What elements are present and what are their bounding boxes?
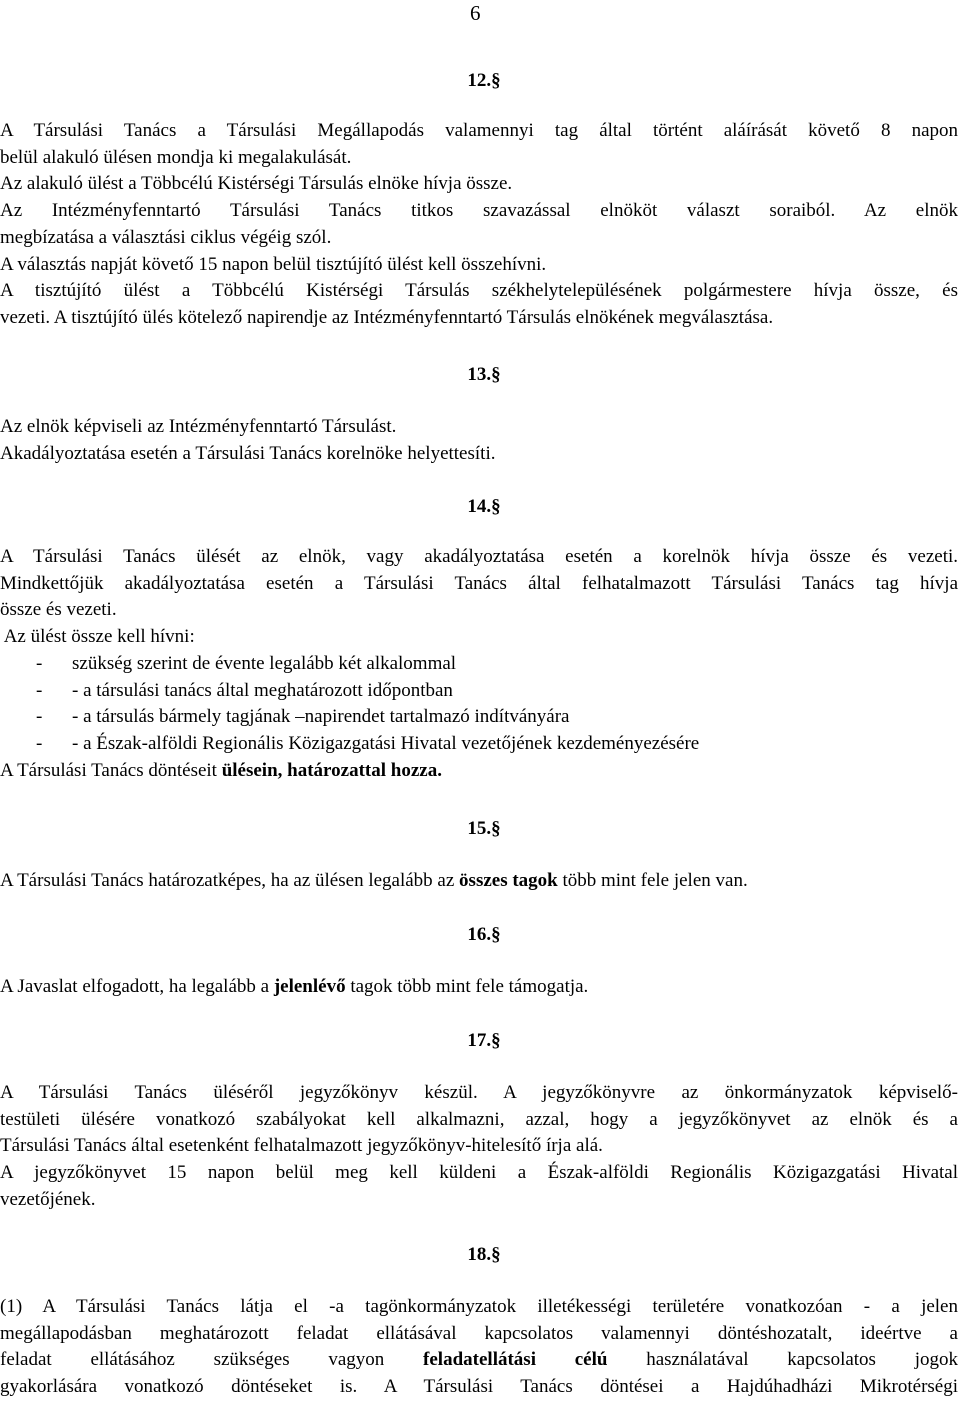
text-line xyxy=(0,974,958,1001)
list-text: szükség szerint de évente legalább két alkalommal xyxy=(72,652,457,674)
text-line: Az elnök képviseli az Intézményfenntartó Társulást. xyxy=(0,416,397,437)
section-18-heading: 18.§ xyxy=(467,1244,501,1265)
section-17-heading: 17.§ xyxy=(467,1030,501,1051)
section-12-body xyxy=(0,118,958,332)
text-line xyxy=(0,1347,958,1374)
text-line: Akadályoztatása esetén a Társulási Tanács korelnöke helyettesíti. xyxy=(0,442,496,464)
section-16-body xyxy=(0,974,958,1001)
list-item xyxy=(0,651,958,678)
text-line: vezeti. A tisztújító ülés kötelező napirendje az Intézményfenntartó Társulás elnökének megválasztása. xyxy=(0,306,774,328)
text-span: használatával kapcsolatos jogok xyxy=(607,1349,958,1371)
text-line: megbízatása a választási ciklus végéig szól. xyxy=(0,226,332,248)
text-line: Az ülést össze kell hívni: xyxy=(0,626,195,648)
text-line: össze és vezeti. xyxy=(0,599,117,621)
list-dash: - xyxy=(36,732,43,754)
section-14-heading: 14.§ xyxy=(467,496,501,517)
list-text: - a Észak-alföldi Regionális Közigazgatási Hivatal vezetőjének kezdeményezésére xyxy=(72,732,700,754)
text-span: feladat ellátásához szükséges vagyon xyxy=(0,1349,424,1371)
text-line: A Társulási Tanács a Társulási Megállapodás valamennyi tag által történt aláírását követő 8 napon xyxy=(0,120,958,141)
bold-text: feladatellátási célú xyxy=(423,1349,608,1371)
text-span: több mint fele jelen van. xyxy=(557,870,748,891)
list-text: - a társulás bármely tagjának –napirendet tartalmazó indítványára xyxy=(72,706,570,728)
list-dash: - xyxy=(36,706,43,728)
text-line xyxy=(0,868,958,895)
list-dash: - xyxy=(36,679,43,701)
section-13-body xyxy=(0,414,958,467)
list-item xyxy=(0,731,958,758)
text-line: A tisztújító ülést a Többcélú Kistérségi Társulás székhelytelepülésének polgármestere hívja össze, és xyxy=(0,280,958,302)
text-line: A Társulási Tanács üléséről jegyzőkönyv készül. A jegyzőkönyvre az önkormányzatok képviselő- xyxy=(0,1082,958,1103)
text-line: testületi ülésére vonatkozó szabályokat kell alkalmazni, azzal, hogy a jegyzőkönyvet az elnök és a xyxy=(0,1108,958,1130)
section-15-heading: 15.§ xyxy=(467,818,501,839)
text-line: A választás napját követő 15 napon belül tisztújító ülést kell összehívni. xyxy=(0,253,547,275)
text-line: megállapodásban meghatározott feladat ellátásával kapcsolatos valamennyi döntéshozatalt, ideértve a xyxy=(0,1322,958,1344)
section-12-heading: 12.§ xyxy=(467,70,501,91)
text-line: Mindkettőjük akadályoztatása esetén a Társulási Tanács által felhatalmazott Társulási Tanács tag hívja xyxy=(0,572,958,594)
text-line: A Társulási Tanács ülését az elnök, vagy akadályoztatása esetén a korelnök hívja össze és vezeti. xyxy=(0,546,958,567)
text-span: A Társulási Tanács határozatképes, ha az ülésen legalább az xyxy=(0,870,460,891)
section-14-body xyxy=(0,544,958,784)
text-span: A Javaslat elfogadott, ha legalább a xyxy=(0,976,274,997)
text-line: A jegyzőkönyvet 15 napon belül meg kell küldeni a Észak-alföldi Regionális Közigazgatási Hivatal xyxy=(0,1162,958,1184)
text-span: A Társulási Tanács döntéseit xyxy=(0,759,222,781)
text-line: Az Intézményfenntartó Társulási Tanács titkos szavazással elnököt választ soraiból. Az elnök xyxy=(0,200,958,222)
page-number: 6 xyxy=(470,1,481,25)
text-line: Társulási Tanács által esetenként felhatalmazott jegyzőkönyv-hitelesítő írja alá. xyxy=(0,1135,603,1157)
section-18-body xyxy=(0,1294,958,1401)
section-16-heading: 16.§ xyxy=(467,924,501,945)
section-17-body xyxy=(0,1080,958,1214)
list-item xyxy=(0,704,958,731)
section-15-body xyxy=(0,868,958,895)
section-13-heading: 13.§ xyxy=(467,364,501,385)
bold-text: jelenlévő xyxy=(273,976,346,997)
text-span: tagok több mint fele támogatja. xyxy=(345,976,589,997)
text-line xyxy=(0,758,958,785)
text-line: (1) A Társulási Tanács látja el -a tagönkormányzatok illetékességi területére vonatkozóan - a jelen xyxy=(0,1296,958,1317)
text-line: vezetőjének. xyxy=(0,1188,96,1210)
bold-text: ülésein, határozattal hozza. xyxy=(221,759,442,781)
text-line: gyakorlására vonatkozó döntéseket is. A Társulási Tanács döntései a Hajdúhadházi Mikrotérségi xyxy=(0,1376,958,1398)
bold-text: összes tagok xyxy=(459,870,558,891)
text-line: Az alakuló ülést a Többcélú Kistérségi Társulás elnöke hívja össze. xyxy=(0,173,513,195)
list-item xyxy=(0,678,958,705)
list-text: - a társulási tanács által meghatározott időpontban xyxy=(72,679,453,701)
text-line: belül alakuló ülésen mondja ki megalakulását. xyxy=(0,146,352,168)
list-dash: - xyxy=(36,652,43,674)
